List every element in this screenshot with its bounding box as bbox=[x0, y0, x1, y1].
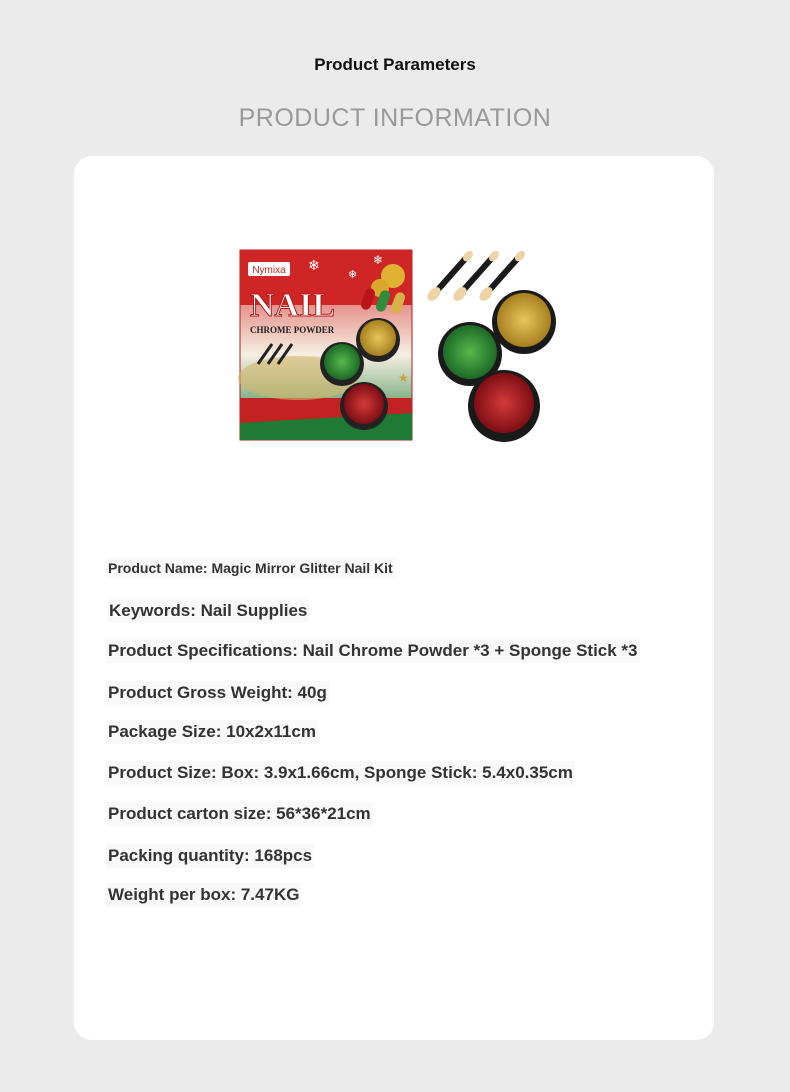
param-product-size: Product Size: Box: 3.9x1.66cm, Sponge Stick: 5.4x0.35cm bbox=[106, 761, 575, 785]
section-subtitle: PRODUCT INFORMATION bbox=[238, 104, 552, 132]
param-packing-quantity: Packing quantity: 168pcs bbox=[106, 844, 314, 868]
box-subtitle: CHROME POWDER bbox=[250, 325, 335, 335]
svg-text:★: ★ bbox=[398, 371, 409, 385]
svg-text:❄: ❄ bbox=[308, 258, 320, 274]
param-weight-per-box: Weight per box: 7.47KG bbox=[106, 883, 301, 907]
param-keywords: Keywords: Nail Supplies bbox=[107, 599, 309, 623]
box-title: NAIL bbox=[250, 287, 336, 324]
param-specifications: Product Specifications: Nail Chrome Powder *3 + Sponge Stick *3 bbox=[106, 639, 640, 663]
svg-text:❄: ❄ bbox=[348, 268, 358, 281]
powder-jars bbox=[438, 290, 556, 442]
param-product-name: Product Name: Magic Mirror Glitter Nail Kit bbox=[108, 560, 393, 576]
param-gross-weight: Product Gross Weight: 40g bbox=[106, 681, 329, 705]
param-package-size: Package Size: 10x2x11cm bbox=[106, 720, 318, 744]
product-info-card bbox=[74, 156, 714, 1040]
svg-text:❄: ❄ bbox=[373, 253, 384, 267]
brand-label: Nymixa bbox=[252, 265, 286, 276]
packaging-box bbox=[238, 250, 412, 440]
param-carton-size: Product carton size: 56*36*21cm bbox=[106, 802, 373, 826]
page-title: Product Parameters bbox=[314, 55, 476, 74]
product-image bbox=[238, 248, 564, 444]
